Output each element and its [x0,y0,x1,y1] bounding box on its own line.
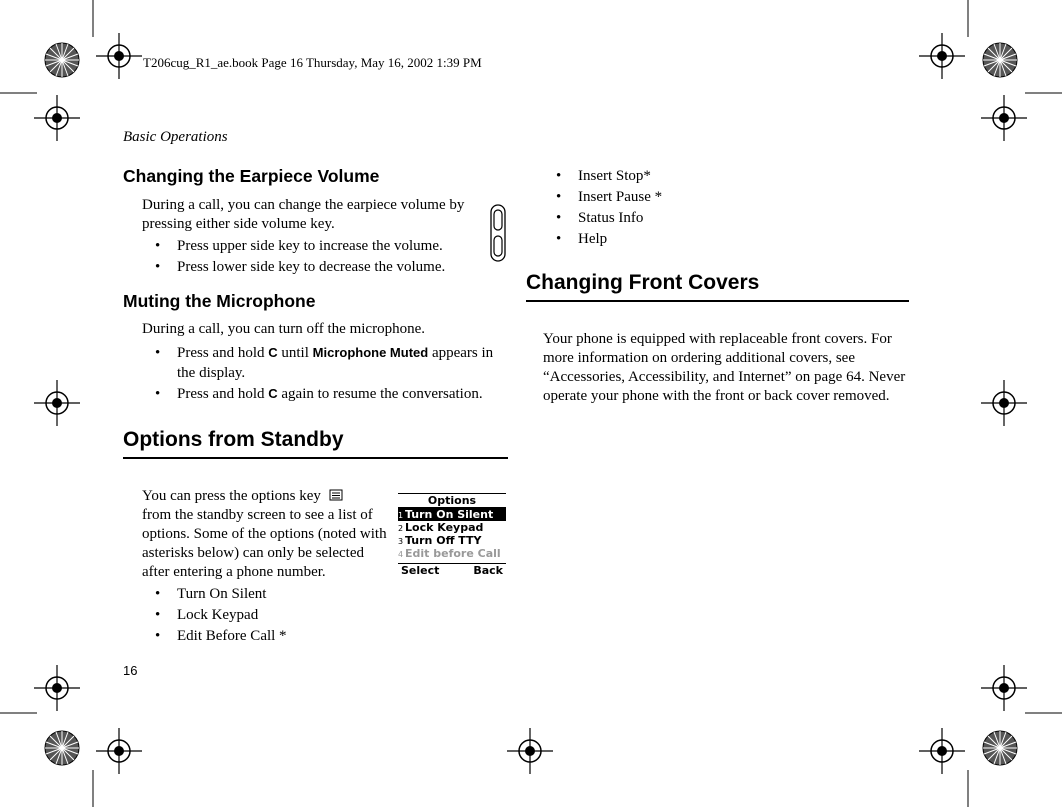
screen-title: Options [398,493,506,508]
list-item [147,384,512,404]
text: again to resume the conversation. [277,386,483,402]
c-key-label: C [268,386,278,401]
item-number: 3 [398,537,404,546]
list-item [147,343,512,383]
item-number: 1 [398,511,404,520]
list-item: • Press lower side key to decrease the volume. [147,257,497,277]
soft-key-back: Back [473,564,503,577]
running-head: Basic Operations [123,129,228,145]
screen-item [398,521,506,534]
earpiece-list [147,236,497,278]
soft-key-select: Select [401,564,440,577]
list-item: • Status Info [548,208,888,228]
mute-heading: Muting the Microphone [123,291,316,311]
mute-list [147,343,512,405]
standby-list-continued [548,166,888,250]
standby-body [142,487,395,582]
standby-heading-rule [123,457,508,459]
screen-item [398,547,506,560]
covers-body: Your phone is equipped with replaceable front covers. For more information on ordering additional covers, see “Accessories, Accessibility, and Internet” on page 64. Never operate your phone with the front or back cover removed. [543,331,906,404]
earpiece-body: During a call, you can change the earpiece volume by pressing either side volume key. [142,197,465,232]
covers-heading-rule [526,300,909,302]
text: Press and hold [177,386,269,402]
mute-body: During a call, you can turn off the microphone. [142,321,425,337]
covers-heading: Changing Front Covers [526,271,760,294]
options-key-icon [329,489,343,501]
earpiece-heading: Changing the Earpiece Volume [123,166,380,186]
c-key-label: C [268,345,278,360]
list-item: • Insert Pause * [548,187,888,207]
display-text-microphone-muted: Microphone Muted [312,345,429,360]
print-slug: T206cug_R1_ae.book Page 16 Thursday, May 16, 2002 1:39 PM [143,55,482,70]
item-label: Turn Off TTY [405,534,482,547]
text: Press and hold [177,345,269,361]
item-label: Edit before Call [405,547,501,560]
item-label: Lock Keypad [405,521,484,534]
screen-item [398,508,506,521]
list-item: • Lock Keypad [147,605,497,625]
page-number: 16 [123,663,138,678]
text: appears in the display. [177,345,494,381]
text: from the standby screen to see a list of options. Some of the options (noted with asterisks below) can only be selected after entering a phone number. [142,507,387,580]
list-item: • Edit Before Call * [147,626,497,646]
list-item: • Turn On Silent [147,584,497,604]
standby-list [147,584,497,647]
list-item: • Insert Stop* [548,166,888,186]
text: You can press the options key [142,488,321,504]
list-item: • Press upper side key to increase the volume. [147,236,497,256]
standby-heading: Options from Standby [123,428,344,451]
list-item: • Help [548,229,888,249]
item-number: 4 [398,550,404,559]
item-label: Turn On Silent [405,508,494,521]
screen-item [398,534,506,547]
phone-options-screen [398,493,506,577]
soft-keys [398,563,506,577]
item-number: 2 [398,524,404,533]
text: until [277,345,313,361]
